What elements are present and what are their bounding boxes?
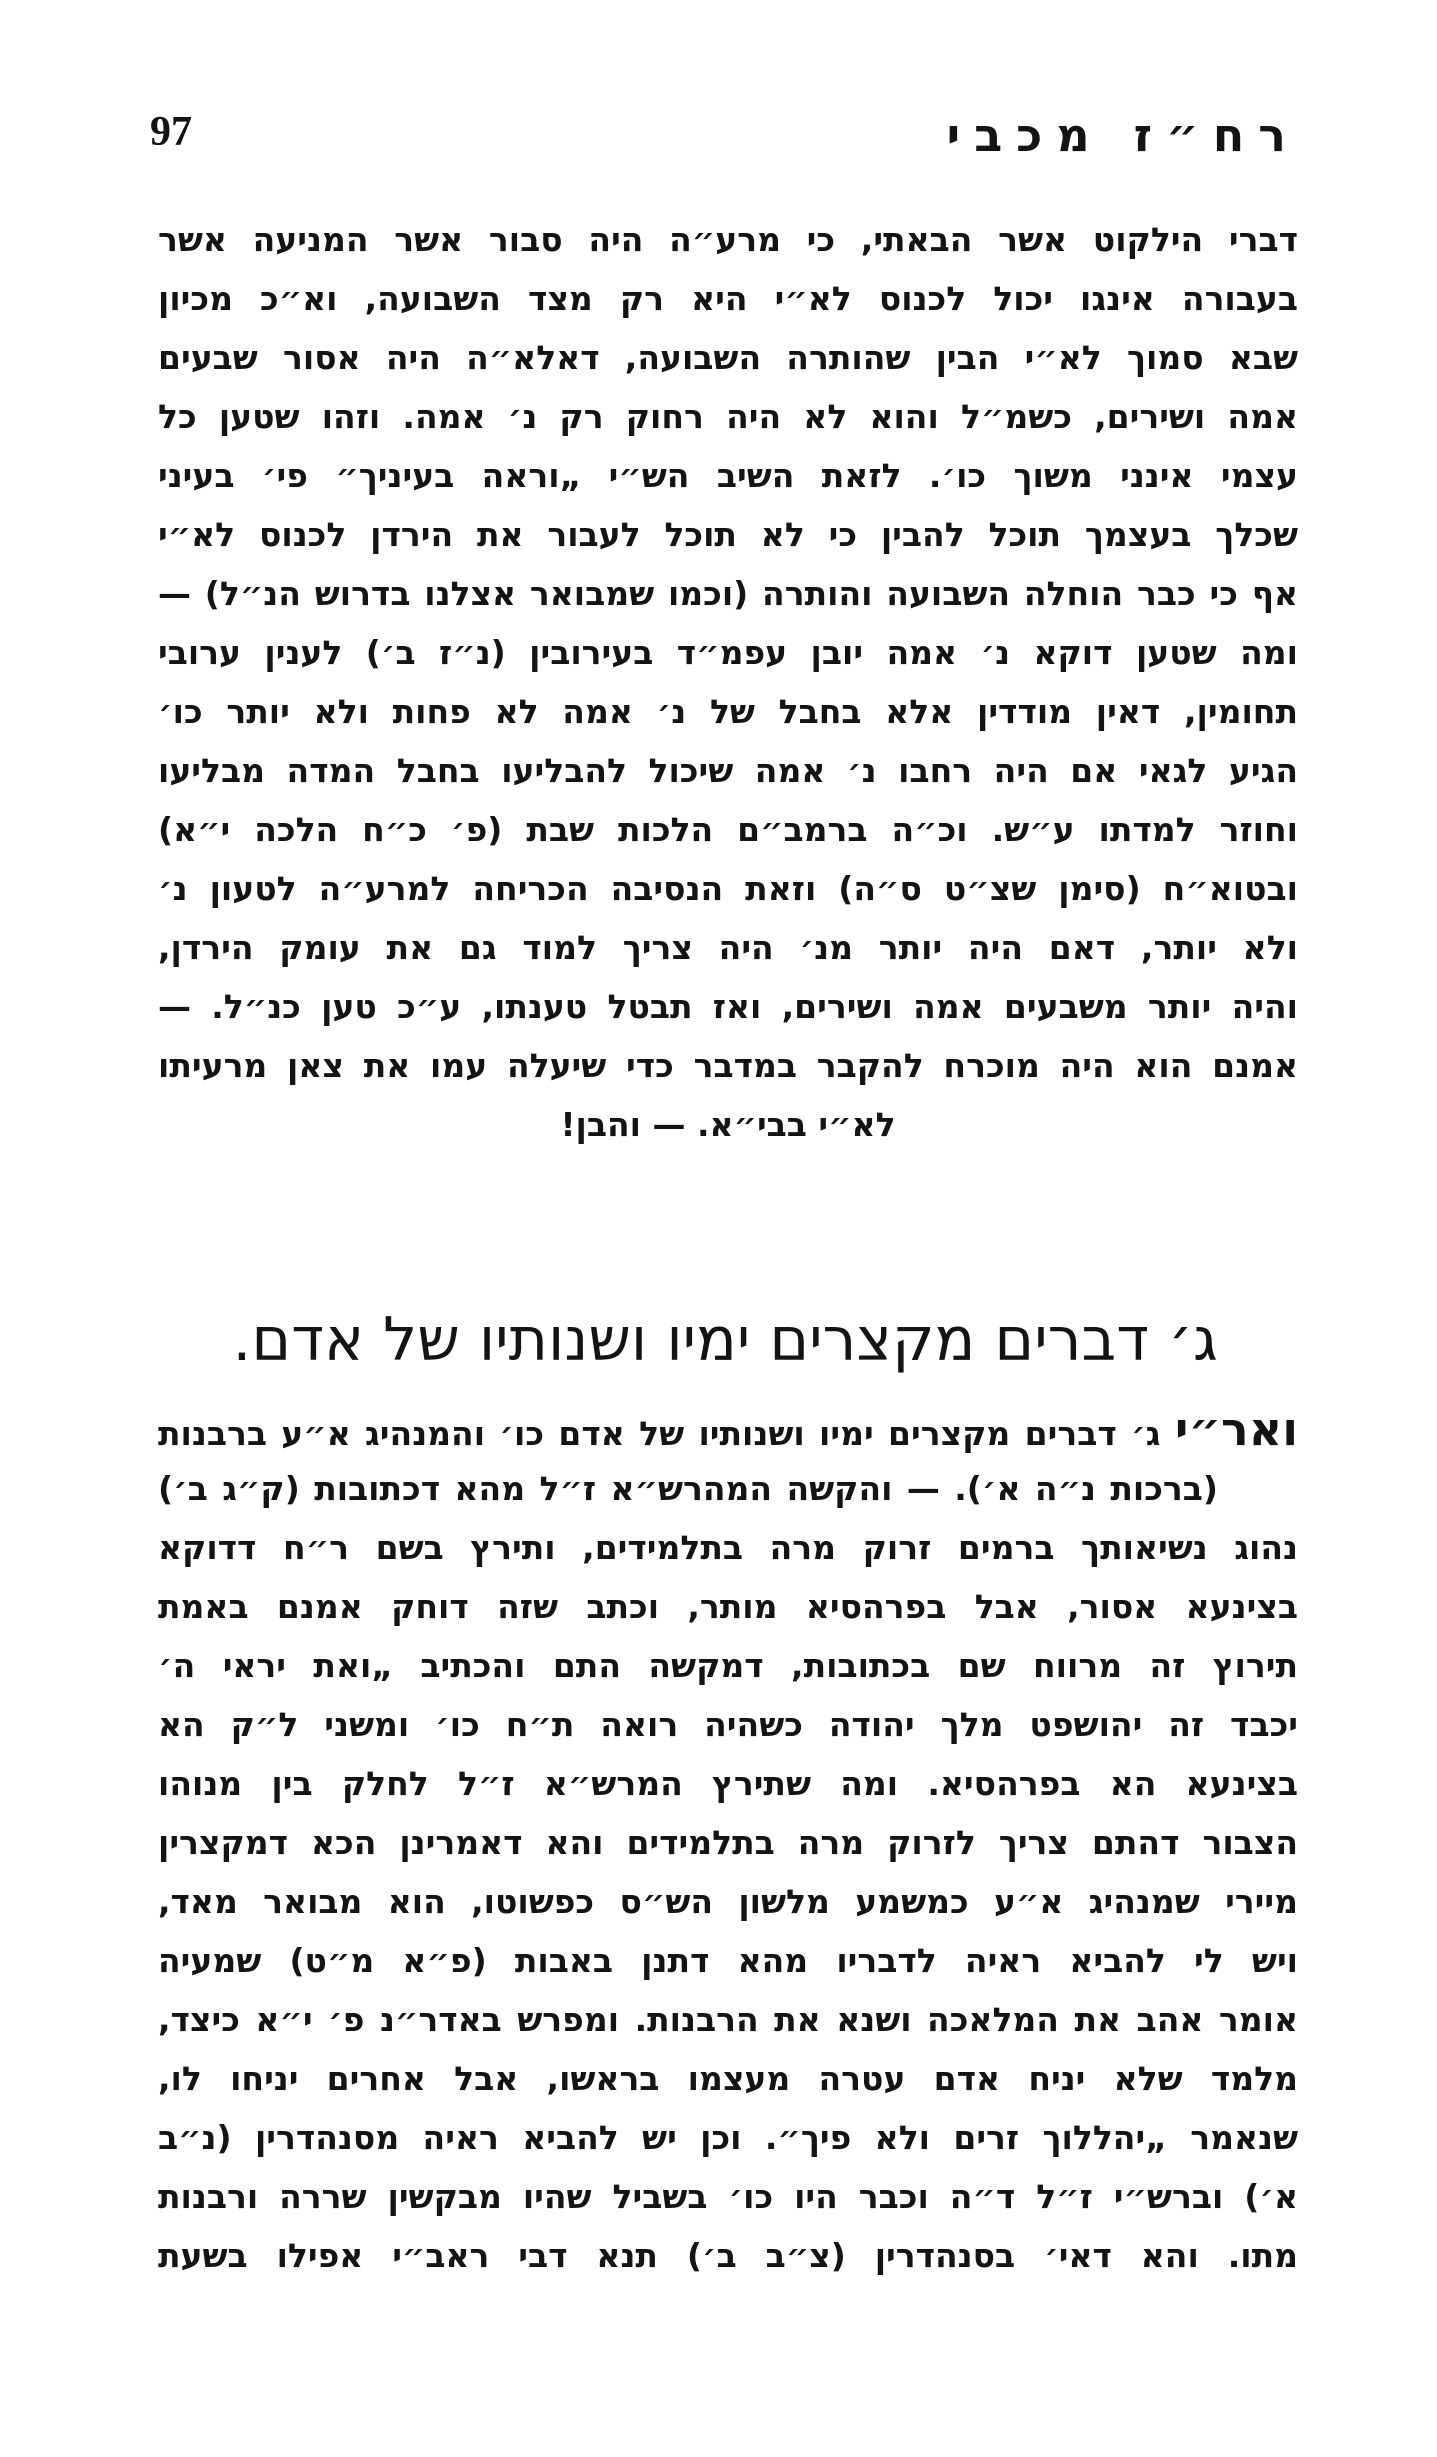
text-line: אומר אהב את המלאכה ושנא את הרבנות. ומפרש באדר״נ פ׳ י״א כיצד, [158, 2000, 1298, 2039]
running-head [150, 108, 1300, 168]
page-number: 97 [150, 109, 192, 155]
text-line: הגיע לגאי אם היה רחבו נ׳ אמה שיכול להבליעו בחבל המדה מבליעו [158, 751, 1298, 790]
text-line: עצמי אינני משוך כו׳. לזאת השיב הש״י „וראה בעיניך״ פי׳ בעיני [158, 456, 1298, 495]
section-2-text [158, 1400, 1298, 2285]
section-heading: ג׳ דברים מקצרים ימיו ושנותיו של אדם. [232, 1305, 1218, 1375]
text-line: מלמד שלא יניח אדם עטרה מעצמו בראשו, אבל אחרים יניחו לו, [158, 2059, 1298, 2098]
text-line: ומה שטען דוקא נ׳ אמה יובן עפמ״ד בעירובין (נ״ז ב׳) לענין ערובי [158, 633, 1298, 672]
text-line: שנאמר „יהללוך זרים ולא פיך״. וכן יש להביא ראיה מסנהדרין (נ״ב [158, 2118, 1298, 2157]
text-line: מיירי שמנהיג א״ע כמשמע מלשון הש״ס כפשוטו, הוא מבואר מאד, [158, 1882, 1298, 1921]
text-line: בצינעא אסור, אבל בפרהסיא מותר, וכתב שזה דוחק אמנם באמת [158, 1587, 1298, 1626]
text-line-closing: לא״י בבי״א. — והבן! [560, 1105, 896, 1144]
book-title: רח״ז מכבי [946, 108, 1300, 162]
text-line: ולא יותר, דאם היה יותר מנ׳ היה צריך למוד גם את עומק הירדן, [158, 928, 1298, 967]
text-line: אמה ושירים, כשמ״ל והוא לא היה רחוק רק נ׳ אמה. וזהו שטען כל [158, 397, 1298, 436]
opening-line-text: ג׳ דברים מקצרים ימיו ושנותיו של אדם כו׳ והמנהיג א״ע ברבנות [158, 1414, 1161, 1453]
text-line: שבא סמוך לא״י הבין שהותרה השבועה, דאלא״ה היה אסור שבעים [158, 338, 1298, 377]
text-line: יכבד זה יהושפט מלך יהודה כשהיה רואה ת״ח כו׳ ומשני ל״ק הא [158, 1705, 1298, 1744]
text-line: אמנם הוא היה מוכרח להקבר במדבר כדי שיעלה עמו את צאן מרעיתו [158, 1046, 1298, 1085]
text-line: אף כי כבר הוחלה השבועה והותרה (וכמו שמבואר אצלנו בדרוש הנ״ל) — [158, 574, 1298, 613]
text-line-opening [158, 1400, 1298, 1459]
text-line: הצבור דהתם צריך לזרוק מרה בתלמידים והא דאמרינן הכא דמקצרין [158, 1823, 1298, 1862]
text-line: תירוץ זה מרווח שם בכתובות, דמקשה התם והכתיב „ואת יראי ה׳ [158, 1646, 1298, 1685]
text-line: שכלך בעצמך תוכל להבין כי לא תוכל לעבור את הירדן לכנוס לא״י [158, 515, 1298, 554]
text-line: ובטוא״ח (סימן שצ״ט ס״ה) וזאת הנסיבה הכריחה למרע״ה לטעון נ׳ [158, 869, 1298, 908]
text-line: תחומין, דאין מודדין אלא בחבל של נ׳ אמה לא פחות ולא יותר כו׳ [158, 692, 1298, 731]
text-line: בעבורה אינגו יכול לכנוס לא״י היא רק מצד השבועה, וא״כ מכיון [158, 279, 1298, 318]
text-line: נהוג נשיאותך ברמים זרוק מרה בתלמידים, ותירץ בשם ר״ח דדוקא [158, 1528, 1298, 1567]
text-line: בצינעא הא בפרהסיא. ומה שתירץ המרש״א ז״ל לחלק בין מנוהו [158, 1764, 1298, 1803]
text-line: דברי הילקוט אשר הבאתי, כי מרע״ה היה סבור אשר המניעה אשר [158, 220, 1298, 259]
text-line: מתו. והא דאי׳ בסנהדרין (צ״ב ב׳) תנא דבי ראב״י אפילו בשעת [158, 2236, 1298, 2275]
text-line: והיה יותר משבעים אמה ושירים, ואז תבטל טענתו, ע״כ טען כנ״ל. — [158, 987, 1298, 1026]
section-1-text [158, 210, 1298, 1154]
lead-word: ואר״י [1174, 1402, 1298, 1456]
text-line: (ברכות נ״ה א׳). — והקשה המהרש״א ז״ל מהא דכתובות (ק״ג ב׳) [158, 1469, 1218, 1508]
text-line: וחוזר למדתו ע״ש. וכ״ה ברמב״ם הלכות שבת (פ׳ כ״ח הלכה י״א) [158, 810, 1298, 849]
text-line: ויש לי להביא ראיה לדבריו מהא דתנן באבות (פ״א מ״ט) שמעיה [158, 1941, 1298, 1980]
text-line: א׳) וברש״י ז״ל ד״ה וכבר היו כו׳ בשביל שהיו מבקשין שררה ורבנות [158, 2177, 1298, 2216]
